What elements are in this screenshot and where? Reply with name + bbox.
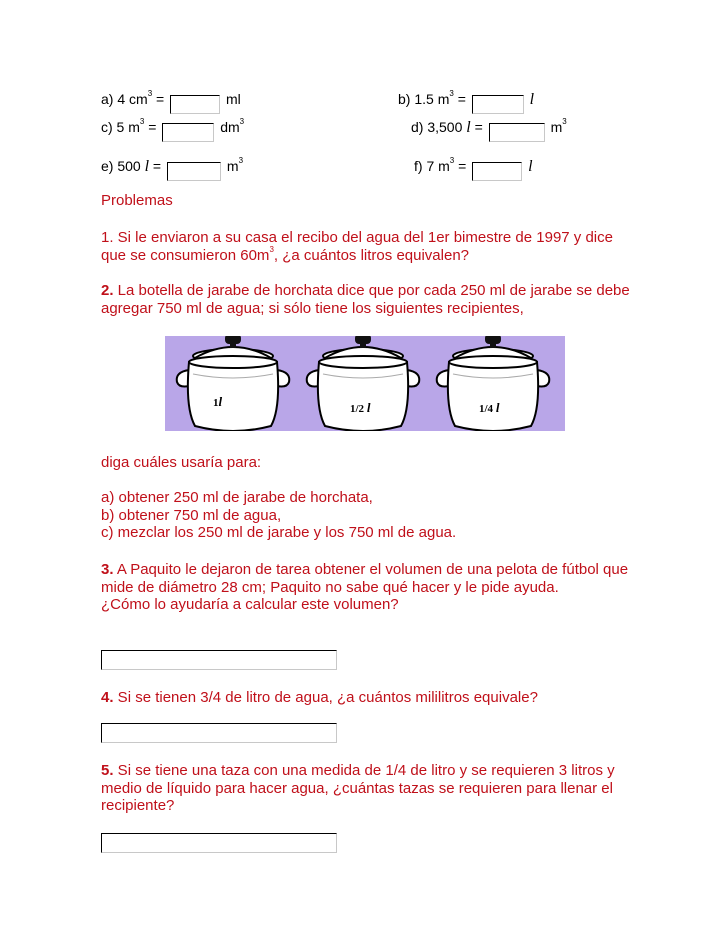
problem-5-text: Si se tiene una taza con una medida de 1/4 de litro y se requieren 3 litros y medio de líquido para hacer agua, ¿cuántas tazas se requieren para llenar el recipiente?: [101, 762, 615, 814]
liter-symbol: l: [466, 119, 471, 136]
unit-label: l: [528, 158, 533, 175]
conversion-e: [101, 158, 243, 181]
exponent: 3: [562, 117, 567, 126]
pot-capacity: 1: [213, 397, 219, 409]
problem-4: [101, 689, 641, 707]
answer-field-5[interactable]: [101, 833, 337, 853]
problem-number: 4.: [101, 689, 114, 706]
problem-number: 2.: [101, 282, 114, 299]
exponent: 3: [449, 156, 455, 165]
conversion-a: [101, 91, 241, 114]
problem-4-text: Si se tienen 3/4 de litro de agua, ¿a cuántos mililitros equivale?: [113, 689, 538, 706]
problem-2-question: diga cuáles usaría para:: [101, 454, 262, 471]
problem-1: [101, 229, 641, 264]
exponent: 3: [238, 156, 244, 165]
liter-symbol: l: [366, 400, 371, 415]
equals-sign: =: [144, 119, 157, 135]
problem-2: [101, 282, 641, 317]
list-item: b) obtener 750 ml de agua,: [101, 506, 282, 524]
pots-illustration: [165, 336, 565, 431]
conversion-c-text: c) 5 m: [101, 119, 140, 135]
exponent: 3: [147, 89, 153, 98]
equals-sign: =: [152, 91, 165, 107]
equals-sign: =: [470, 119, 483, 135]
exponent: 3: [139, 117, 145, 126]
conversion-b: [398, 91, 534, 114]
answer-box-a[interactable]: [170, 95, 220, 114]
pot-label-half-l: [350, 400, 370, 416]
conversion-c: [101, 119, 244, 142]
problem-3: [101, 561, 641, 614]
problem-number: 3.: [101, 561, 114, 578]
problem-2-items: [101, 489, 641, 542]
conversion-a-text: a) 4 cm: [101, 91, 148, 107]
answer-box-b[interactable]: [472, 95, 524, 114]
list-item: c) mezclar los 250 ml de jarabe y los 750 ml de agua.: [101, 524, 457, 541]
answer-box-e[interactable]: [167, 162, 221, 181]
equals-sign: =: [454, 158, 467, 174]
unit-label: l: [529, 91, 535, 108]
conversion-b-text: b) 1.5 m: [398, 91, 450, 107]
answer-box-c[interactable]: [162, 123, 214, 142]
problem-1-text: 1. Si le enviaron a su casa el recibo del agua del 1er bimestre de 1997 y dice que se consumieron 60m: [101, 229, 613, 264]
equals-sign: =: [149, 158, 162, 174]
pots-figure: [165, 336, 565, 431]
liter-symbol: l: [144, 158, 150, 175]
liter-symbol: l: [495, 400, 500, 415]
problem-1-text-end: , ¿a cuántos litros equivalen?: [273, 246, 470, 264]
pot-label-1l: [213, 394, 222, 410]
unit-label: m: [226, 158, 239, 174]
answer-field-4[interactable]: [101, 723, 337, 743]
conversion-d: [411, 119, 567, 142]
problems-heading: Problemas: [101, 192, 173, 209]
exponent: 3: [239, 117, 245, 126]
pot-capacity: 1/2: [350, 403, 367, 415]
conversion-d-text: d) 3,500: [411, 119, 467, 135]
answer-box-f[interactable]: [472, 162, 522, 181]
list-item: a) obtener 250 ml de jarabe de horchata,: [101, 489, 373, 506]
conversion-f: [414, 158, 533, 181]
equals-sign: =: [453, 91, 466, 107]
problem-5: [101, 762, 641, 815]
liter-symbol: l: [218, 394, 223, 409]
exponent: 3: [269, 244, 274, 254]
unit-label: dm: [220, 119, 240, 135]
pot-label-quarter-l: [479, 400, 499, 416]
unit-label: ml: [226, 91, 241, 107]
unit-label: m: [550, 119, 563, 135]
problem-number: 5.: [101, 762, 114, 779]
exponent: 3: [449, 89, 454, 98]
answer-box-d[interactable]: [489, 123, 545, 142]
problem-2-text: La botella de jarabe de horchata dice que por cada 250 ml de jarabe se debe agregar 750 ml de agua; si sólo tiene los siguientes recipientes,: [101, 282, 630, 317]
conversion-e-text: e) 500: [101, 158, 145, 174]
conversion-f-text: f) 7 m: [414, 158, 450, 174]
problem-3-text: A Paquito le dejaron de tarea obtener el volumen de una pelota de fútbol que mide de diámetro 28 cm; Paquito no sabe qué hacer y le pide ayuda.: [101, 561, 629, 596]
answer-field-3[interactable]: [101, 650, 337, 670]
pot-capacity: 1/4: [479, 403, 496, 415]
problem-3-question: ¿Cómo lo ayudaría a calcular este volumen?: [101, 596, 399, 613]
